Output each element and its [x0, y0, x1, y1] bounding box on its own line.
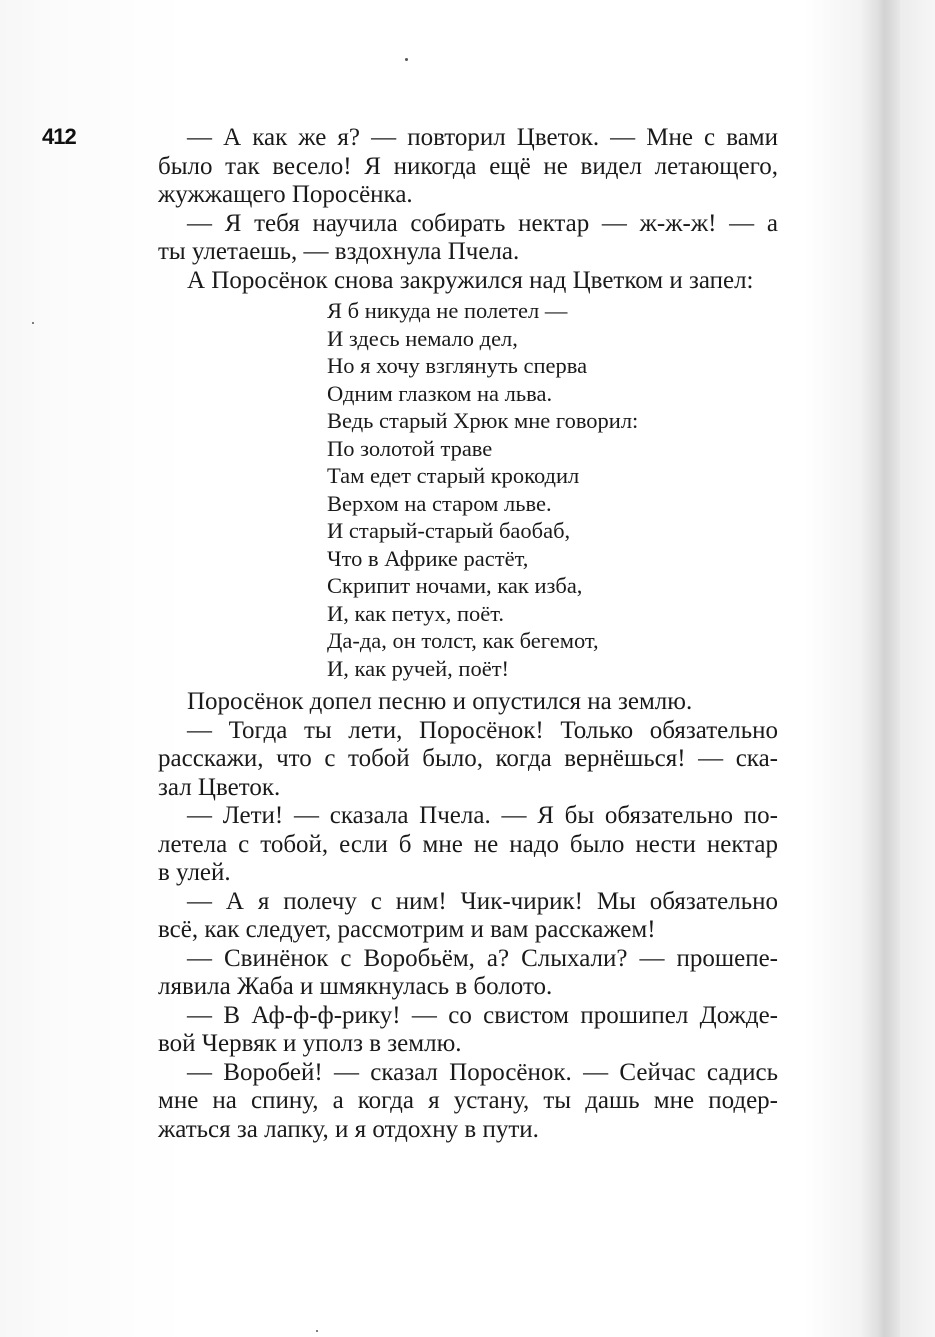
page-gutter-shadow: [860, 0, 900, 1337]
paragraph: [158, 945, 778, 1002]
poem-line: Скрипит ночами, как изба,: [327, 573, 583, 598]
text-line: вой Червяк и уполз в землю.: [158, 1030, 462, 1057]
text-line: зал Цветок.: [158, 773, 281, 801]
text-line: — А как же я? — повторил Цветок. — Мне с вами: [187, 124, 778, 151]
text-line: — А я полечу с ним! Чик-чирик! Мы обязательно: [187, 887, 778, 915]
paragraph: [158, 267, 778, 296]
poem-line: Ведь старый Хрюк мне говорил:: [327, 408, 639, 433]
text-line: мне на спину, а когда я устану, ты дашь мне подер-: [158, 1087, 778, 1114]
text-line: Поросёнок допел песню и опустился на землю.: [187, 688, 693, 715]
text-line: — В Аф-ф-ф-рику! — со свистом прошипел Дожде-: [187, 1001, 778, 1029]
poem-line: Там едет старый крокодил: [327, 463, 580, 488]
poem-line: И, как ручей, поёт!: [327, 655, 510, 681]
text-line: летела с тобой, если б мне не надо было нести нектар: [158, 830, 778, 858]
print-speck: [32, 322, 34, 324]
text-line: — Тогда ты лети, Поросёнок! Только обязательно: [187, 716, 778, 744]
print-speck: [316, 1330, 318, 1332]
paragraph: [158, 888, 778, 945]
paragraph: [158, 210, 778, 267]
paragraph: [158, 1002, 778, 1059]
page-text: [158, 124, 778, 1144]
paragraph: [158, 688, 778, 717]
paragraph: [158, 802, 778, 888]
poem: [327, 297, 778, 682]
text-line: А Поросёнок снова закружился над Цветком и запел:: [187, 266, 754, 294]
paragraph: [158, 124, 778, 210]
print-speck: [405, 58, 408, 61]
text-line: лявила Жаба и шмякнулась в болото.: [158, 973, 553, 1000]
poem-line: Я б никуда не полетел —: [327, 298, 568, 323]
poem-line: Верхом на старом льве.: [327, 490, 552, 516]
poem-line: И старый-старый баобаб,: [327, 518, 571, 543]
poem-line: Но я хочу взглянуть сперва: [327, 353, 588, 378]
poem-line: По золотой траве: [327, 435, 493, 461]
poem-line: Что в Африке растёт,: [327, 545, 529, 571]
text-line: — Свинёнок с Воробьём, а? Слыхали? — прошепе-: [187, 944, 778, 972]
text-line: — Воробей! — сказал Поросёнок. — Сейчас садись: [187, 1058, 778, 1086]
text-line: жаться за лапку, и я отдохну в пути.: [158, 1115, 539, 1143]
paragraphs-after-poem: [158, 688, 778, 1144]
page-number: 412: [42, 124, 76, 149]
text-line: — Я тебя научила собирать нектар — ж-ж-ж! — а: [187, 209, 778, 237]
paragraph: [158, 1059, 778, 1145]
text-line: в улей.: [158, 859, 231, 886]
poem-line: И, как петух, поёт.: [327, 600, 504, 626]
text-line: жужжащего Поросёнка.: [158, 181, 413, 208]
paragraphs-before-poem: [158, 124, 778, 295]
text-line: — Лети! — сказала Пчела. — Я бы обязательно по-: [187, 802, 778, 829]
text-line: расскажи, что с тобой было, когда вернёшься! — ска-: [158, 745, 778, 772]
text-line: ты улетаешь, — вздохнула Пчела.: [158, 238, 520, 265]
poem-line: Да-да, он толст, как бегемот,: [327, 628, 599, 653]
poem-line: И здесь немало дел,: [327, 325, 518, 351]
paragraph: [158, 717, 778, 803]
text-line: было так весело! Я никогда ещё не видел летающего,: [158, 152, 778, 180]
text-line: всё, как следует, рассмотрим и вам расскажем!: [158, 916, 656, 943]
poem-line: Одним глазком на льва.: [327, 380, 553, 406]
